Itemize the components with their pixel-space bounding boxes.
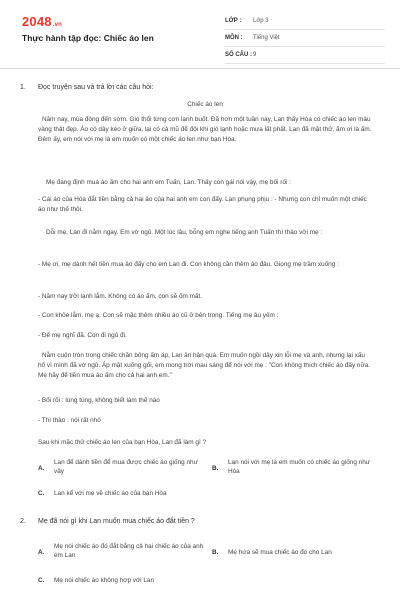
option-text: Mẹ nói chiếc áo đó đắt bằng cả hai chiếc áo của anh em Lan [54,543,204,559]
option-text: Lan kể với mẹ về chiếc áo của bạn Hòa [54,490,167,497]
logo-main: 2048 [22,14,52,29]
story-paragraph: Năm nay, mùa đông đến sớm. Gió thổi từng cơn lạnh buốt. Đã hơn một tuần nay, Lan thấy Hòa có chiếc áo len màu vàng thật đẹp. Áo có dây kéo ở giữa, lại có cả mũ để đội khi gió lạnh hoặc mưa lất phất. Lan đã mặt thử, ấm ơi là ấm. Đêm ấy, em nói với mẹ là em muốn có một chiếc áo len như bạn Hòa. [38,116,372,143]
option-label: C. [38,490,45,497]
glossary-item: - Thì thào : nói rất nhỏ [38,417,101,424]
option-label: B. [212,465,219,472]
option-label: C. [38,577,45,584]
option-text: Lan để dành tiền để mua được chiếc áo giống như vậy [54,459,198,475]
story-paragraph: - Con khỏe lắm, mẹ ạ. Con sẽ mặc thêm nhiều áo cũ ở bên trong. Tiếng mẹ âu yếm : [38,312,279,319]
logo-sub: .vn [52,22,63,28]
story-paragraph: Dỗi mẹ, Lan đi nằm ngay. Em vờ ngủ. Một lúc lâu, bỗng em nghe tiếng anh Tuấn thì thào với mẹ : [46,229,323,236]
option-text: Lan nói với mẹ là em muốn có chiếc áo giống như Hòa [228,459,371,475]
question-text: Đọc truyện sau và trả lời các câu hỏi: [38,84,154,91]
meta-value: 9 [253,52,257,58]
question-text: Mẹ đã nói gì khi Lan muốn mua chiếc áo đắt tiền ? [38,518,195,525]
option-text: Mẹ hứa sẽ mua chiếc áo đó cho Lan [228,549,332,556]
meta-row-count [225,47,385,64]
story-paragraph: - Để mẹ nghĩ đã. Con đi ngủ đi. [38,332,127,339]
option-label: A. [38,465,45,472]
meta-value: Lớp 3 [253,18,269,24]
question-number: 2. [20,518,26,525]
option-text: Mẹ nói chiếc áo không hợp với Lan [54,577,155,584]
glossary-item: - Bối rối : lúng túng, không biết làm thế nào [38,397,160,404]
option-label: A. [38,549,45,556]
meta-key: LỚP : [225,18,242,24]
sub-question: Sau khi mặc thử chiếc áo len của bạn Hòa, Lan đã làm gì ? [38,439,207,446]
question-number: 1. [20,84,26,91]
option-label: B. [212,549,219,556]
site-logo[interactable] [22,14,62,29]
meta-row-class [225,13,385,30]
meta-row-subject [225,30,385,47]
story-paragraph: - Cái áo của Hòa đắt tiền bằng cả hai áo của hai anh em con đấy. Lan phụng phịu : - Nhưng con chỉ muốn một chiếc áo như thế thôi. [38,196,367,213]
story-paragraph: Nằm cuộn tròn trong chiếc chăn bông ấm áp, Lan ân hận quá. Em muốn ngồi dậy xin lỗi mẹ và anh, nhưng lại xấu hổ vì mình đã vờ ngủ. Áp mặt xuống gối, em mong trời mau sáng để nói với mẹ : "Con không thích chiếc áo đấy nữa. Mẹ hãy để tiền mua áo ấm cho cả hai anh em." [38,352,371,379]
story-title: Chiếc áo len [187,101,223,108]
worksheet-header [0,0,400,69]
meta-key: SỐ CÂU : [225,52,252,58]
worksheet-meta [225,13,385,64]
worksheet-title: Thực hành tập đọc: Chiếc áo len [22,33,154,43]
meta-key: MÔN : [225,35,243,41]
story-paragraph: - Mẹ ơi, mẹ dành hết tiền mua áo đấy cho em Lan đi. Con không cần thêm áo đâu. Giọng mẹ trầm xuống : [38,261,339,268]
meta-value: Tiếng Việt [253,35,280,41]
story-paragraph: - Năm nay trời lạnh lắm. Không có áo ấm, con sẽ ốm mất. [38,293,203,300]
story-paragraph: Mẹ đang định mua áo ấm cho hai anh em Tuấn, Lan. Thấy con gái nói vậy, mẹ bối rối : [46,179,291,186]
